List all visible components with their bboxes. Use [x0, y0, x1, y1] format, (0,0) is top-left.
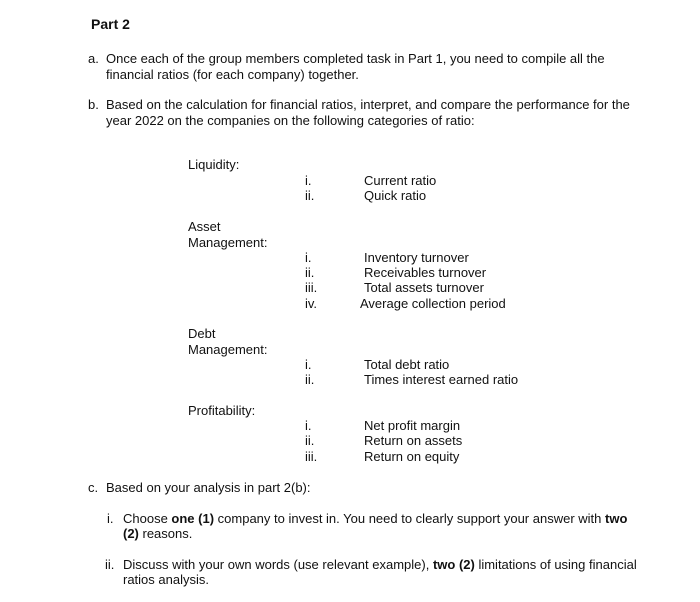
ratio-name: Return on assets: [364, 433, 463, 448]
item-number: i.: [305, 357, 312, 372]
part-b-line-1: Based on the calculation for financial ratios, interpret, and compare the performance for the: [106, 97, 630, 112]
item-number: iii.: [305, 449, 318, 464]
ratio-name: Total debt ratio: [364, 357, 450, 372]
item-number: ii.: [305, 265, 315, 280]
question-line-1: [123, 557, 637, 572]
item-number: i.: [305, 173, 312, 188]
item-number: i.: [305, 418, 312, 433]
item-number: i.: [305, 250, 312, 265]
emphasis: (2): [123, 526, 139, 541]
category-label: Liquidity:: [188, 157, 240, 172]
part-a-marker: a.: [88, 51, 99, 66]
item-number: iii.: [305, 280, 318, 295]
emphasis: two: [605, 511, 628, 526]
text-run: company to invest in. You need to clearly support your answer with: [214, 511, 605, 526]
ratio-name: Current ratio: [364, 173, 437, 188]
part-b-marker: b.: [88, 97, 99, 112]
question-marker: i.: [107, 511, 114, 526]
part-b-line-2: year 2022 on the companies on the following categories of ratio:: [106, 113, 475, 128]
item-number: iv.: [305, 296, 318, 311]
item-number: ii.: [305, 433, 315, 448]
ratio-name: Times interest earned ratio: [364, 372, 519, 387]
emphasis: two (2): [432, 557, 475, 572]
category-label: Debt: [188, 326, 216, 341]
ratio-name: Quick ratio: [364, 188, 427, 203]
item-number: ii.: [305, 372, 315, 387]
question-marker: ii.: [105, 557, 115, 572]
part-c-intro: Based on your analysis in part 2(b):: [106, 480, 311, 495]
page-title: Part 2: [91, 16, 130, 32]
text-run: limitations of using financial: [474, 557, 637, 572]
emphasis: one (1): [171, 511, 215, 526]
item-number: ii.: [305, 188, 315, 203]
category-label: Profitability:: [188, 403, 256, 418]
text-run: Choose: [123, 511, 172, 526]
category-label: Management:: [188, 235, 268, 250]
category-label: Asset: [188, 219, 221, 234]
question-line-2: ratios analysis.: [123, 572, 209, 587]
part-c-marker: c.: [88, 480, 99, 495]
text-run: reasons.: [138, 526, 193, 541]
ratio-name: Net profit margin: [364, 418, 461, 433]
part-a-line-1: Once each of the group members completed task in Part 1, you need to compile all the: [106, 51, 605, 66]
part-a-line-2: financial ratios (for each company) together.: [106, 67, 359, 82]
text-run: Discuss with your own words (use relevant example),: [123, 557, 433, 572]
ratio-name: Receivables turnover: [364, 265, 487, 280]
question-line-1: [123, 511, 627, 526]
ratio-name: Total assets turnover: [364, 280, 484, 295]
ratio-name: Return on equity: [364, 449, 460, 464]
ratio-name: Inventory turnover: [364, 250, 469, 265]
ratio-name: Average collection period: [360, 296, 506, 311]
category-label: Management:: [188, 342, 268, 357]
question-line-2: [123, 526, 192, 541]
